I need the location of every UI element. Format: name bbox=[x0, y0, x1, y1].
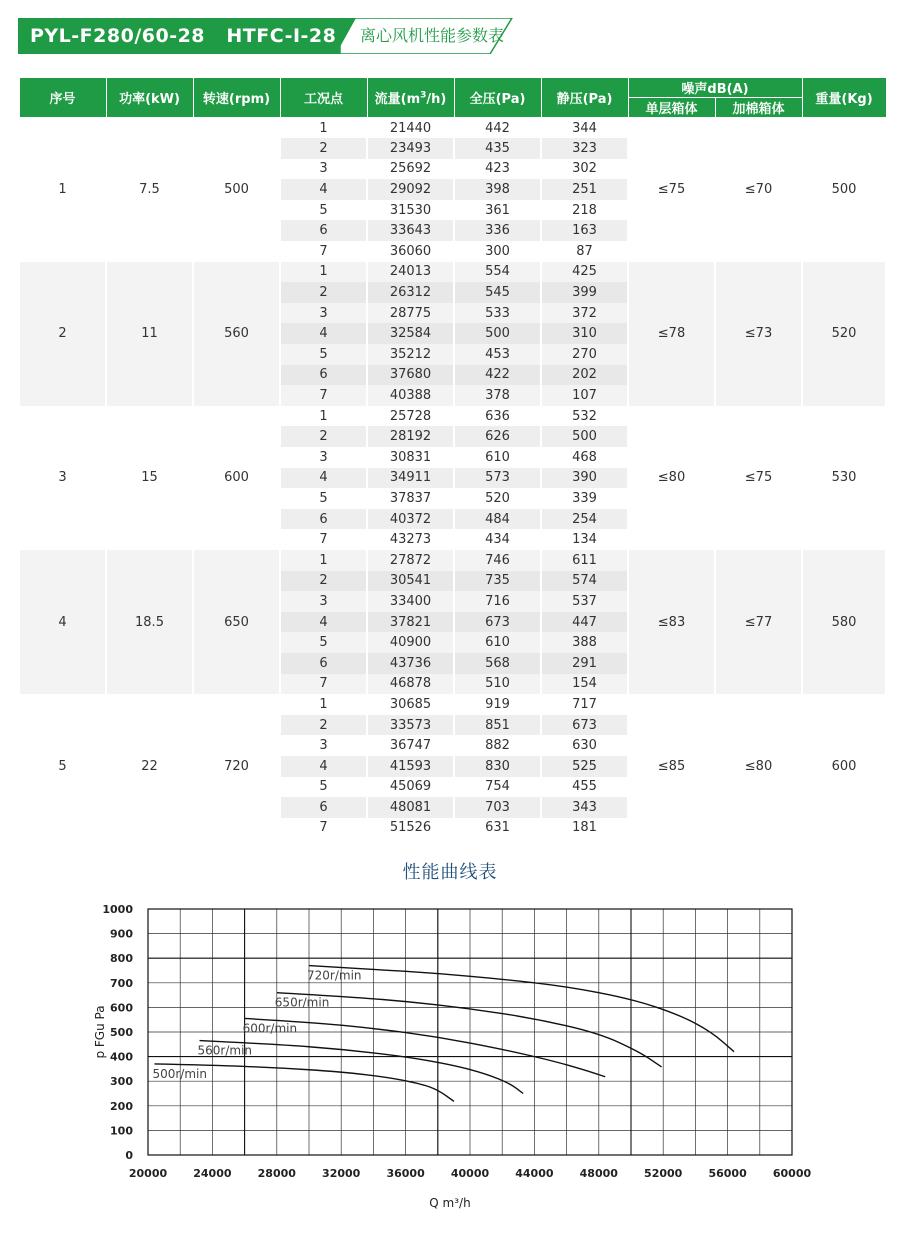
cell-point: 5 bbox=[280, 488, 367, 509]
cell-flow: 37837 bbox=[367, 488, 454, 509]
x-tick-label: 28000 bbox=[257, 1167, 296, 1180]
table-group bbox=[19, 262, 886, 406]
cell-total-pressure: 520 bbox=[454, 488, 541, 509]
cell-static-pressure: 388 bbox=[541, 632, 628, 653]
cell-flow: 33643 bbox=[367, 220, 454, 241]
cell-flow: 31530 bbox=[367, 200, 454, 221]
model-title: PYL-F280/60-28 HTFC-I-28 bbox=[18, 18, 340, 54]
cell-static-pressure: 181 bbox=[541, 818, 628, 839]
x-tick-label: 56000 bbox=[708, 1167, 747, 1180]
cell-flow: 40900 bbox=[367, 632, 454, 653]
cell-total-pressure: 453 bbox=[454, 344, 541, 365]
y-tick-label: 500 bbox=[110, 1026, 133, 1039]
series-label: 650r/min bbox=[274, 995, 330, 1010]
cell-point: 2 bbox=[280, 426, 367, 447]
cell-total-pressure: 573 bbox=[454, 468, 541, 489]
cell-weight: 600 bbox=[802, 694, 886, 838]
cell-static-pressure: 302 bbox=[541, 159, 628, 180]
cell-point: 1 bbox=[280, 406, 367, 427]
cell-total-pressure: 510 bbox=[454, 674, 541, 695]
cell-point: 5 bbox=[280, 344, 367, 365]
cell-static-pressure: 372 bbox=[541, 303, 628, 324]
cell-total-pressure: 500 bbox=[454, 323, 541, 344]
header-index: 序号 bbox=[19, 78, 106, 118]
cell-flow: 37821 bbox=[367, 612, 454, 633]
cell-point: 6 bbox=[280, 365, 367, 386]
cell-flow: 37680 bbox=[367, 365, 454, 386]
cell-static-pressure: 218 bbox=[541, 200, 628, 221]
cell-flow: 28192 bbox=[367, 426, 454, 447]
cell-total-pressure: 919 bbox=[454, 694, 541, 715]
cell-index: 5 bbox=[19, 694, 106, 838]
cell-point: 6 bbox=[280, 220, 367, 241]
cell-point: 6 bbox=[280, 653, 367, 674]
cell-point: 5 bbox=[280, 632, 367, 653]
cell-static-pressure: 343 bbox=[541, 797, 628, 818]
cell-point: 5 bbox=[280, 777, 367, 798]
series-line bbox=[309, 966, 734, 1052]
cell-flow: 30541 bbox=[367, 571, 454, 592]
cell-power: 22 bbox=[106, 694, 193, 838]
table-group bbox=[19, 550, 886, 694]
cell-point: 7 bbox=[280, 529, 367, 550]
x-tick-label: 24000 bbox=[193, 1167, 232, 1180]
header-noise: 噪声dB(A) bbox=[628, 78, 802, 98]
y-tick-label: 700 bbox=[110, 976, 133, 990]
cell-point: 2 bbox=[280, 282, 367, 303]
cell-flow: 51526 bbox=[367, 818, 454, 839]
header-weight: 重量(Kg) bbox=[802, 78, 886, 118]
cell-point: 3 bbox=[280, 735, 367, 756]
header-noise-cotton: 加棉箱体 bbox=[715, 98, 802, 118]
cell-noise-cotton: ≤77 bbox=[715, 550, 802, 694]
cell-point: 4 bbox=[280, 468, 367, 489]
cell-index: 3 bbox=[19, 406, 106, 550]
cell-total-pressure: 423 bbox=[454, 159, 541, 180]
cell-point: 3 bbox=[280, 159, 367, 180]
cell-total-pressure: 300 bbox=[454, 241, 541, 262]
cell-point: 6 bbox=[280, 797, 367, 818]
cell-total-pressure: 716 bbox=[454, 591, 541, 612]
cell-flow: 26312 bbox=[367, 282, 454, 303]
cell-flow: 48081 bbox=[367, 797, 454, 818]
cell-noise-cotton: ≤80 bbox=[715, 694, 802, 838]
cell-point: 6 bbox=[280, 509, 367, 530]
y-tick-label: 0 bbox=[125, 1149, 133, 1162]
cell-static-pressure: 673 bbox=[541, 715, 628, 736]
table-row bbox=[19, 406, 886, 427]
cell-total-pressure: 545 bbox=[454, 282, 541, 303]
cell-total-pressure: 398 bbox=[454, 179, 541, 200]
cell-static-pressure: 399 bbox=[541, 282, 628, 303]
header-flow: 流量$(m^3/h)$ bbox=[367, 78, 454, 118]
cell-static-pressure: 611 bbox=[541, 550, 628, 571]
cell-speed: 600 bbox=[193, 406, 280, 550]
table-group bbox=[19, 406, 886, 550]
x-tick-label: 32000 bbox=[322, 1167, 361, 1180]
cell-total-pressure: 626 bbox=[454, 426, 541, 447]
cell-flow: 36747 bbox=[367, 735, 454, 756]
cell-total-pressure: 636 bbox=[454, 406, 541, 427]
cell-point: 1 bbox=[280, 550, 367, 571]
cell-static-pressure: 525 bbox=[541, 756, 628, 777]
cell-static-pressure: 344 bbox=[541, 118, 628, 139]
cell-flow: 25728 bbox=[367, 406, 454, 427]
cell-static-pressure: 202 bbox=[541, 365, 628, 386]
cell-static-pressure: 87 bbox=[541, 241, 628, 262]
cell-point: 2 bbox=[280, 138, 367, 159]
cell-point: 3 bbox=[280, 303, 367, 324]
cell-static-pressure: 134 bbox=[541, 529, 628, 550]
spec-table bbox=[18, 77, 887, 838]
x-axis-label: Q m³/h bbox=[429, 1196, 471, 1210]
cell-total-pressure: 442 bbox=[454, 118, 541, 139]
x-tick-label: 44000 bbox=[515, 1167, 554, 1180]
y-tick-label: 900 bbox=[110, 927, 133, 941]
cell-flow: 30831 bbox=[367, 447, 454, 468]
x-tick-label: 20000 bbox=[128, 1167, 168, 1180]
series-label: 560r/min bbox=[197, 1043, 253, 1058]
cell-static-pressure: 270 bbox=[541, 344, 628, 365]
y-axis-label: p FGu Pa bbox=[93, 1005, 107, 1059]
cell-static-pressure: 310 bbox=[541, 323, 628, 344]
cell-index: 1 bbox=[19, 118, 106, 262]
cell-total-pressure: 882 bbox=[454, 735, 541, 756]
cell-weight: 530 bbox=[802, 406, 886, 550]
cell-static-pressure: 107 bbox=[541, 385, 628, 406]
cell-noise-single: ≤75 bbox=[628, 118, 715, 262]
table-row bbox=[19, 694, 886, 715]
cell-flow: 34911 bbox=[367, 468, 454, 489]
cell-flow: 35212 bbox=[367, 344, 454, 365]
cell-total-pressure: 484 bbox=[454, 509, 541, 530]
cell-total-pressure: 554 bbox=[454, 262, 541, 283]
cell-power: 7.5 bbox=[106, 118, 193, 262]
cell-static-pressure: 163 bbox=[541, 220, 628, 241]
cell-total-pressure: 568 bbox=[454, 653, 541, 674]
cell-total-pressure: 754 bbox=[454, 777, 541, 798]
cell-power: 11 bbox=[106, 262, 193, 406]
y-tick-label: 200 bbox=[110, 1099, 133, 1113]
cell-static-pressure: 500 bbox=[541, 426, 628, 447]
cell-flow: 23493 bbox=[367, 138, 454, 159]
cell-total-pressure: 435 bbox=[454, 138, 541, 159]
series-line bbox=[274, 993, 662, 1067]
cell-index: 4 bbox=[19, 550, 106, 694]
cell-noise-cotton: ≤70 bbox=[715, 118, 802, 262]
cell-flow: 25692 bbox=[367, 159, 454, 180]
cell-flow: 45069 bbox=[367, 777, 454, 798]
cell-index: 2 bbox=[19, 262, 106, 406]
cell-point: 4 bbox=[280, 323, 367, 344]
cell-total-pressure: 361 bbox=[454, 200, 541, 221]
cell-point: 1 bbox=[280, 118, 367, 139]
cell-point: 7 bbox=[280, 674, 367, 695]
series-label: 500r/min bbox=[152, 1066, 207, 1081]
cell-total-pressure: 673 bbox=[454, 612, 541, 633]
cell-flow: 41593 bbox=[367, 756, 454, 777]
series-line bbox=[242, 1018, 606, 1076]
cell-static-pressure: 425 bbox=[541, 262, 628, 283]
cell-point: 3 bbox=[280, 447, 367, 468]
cell-speed: 720 bbox=[193, 694, 280, 838]
cell-power: 15 bbox=[106, 406, 193, 550]
table-group bbox=[19, 118, 886, 262]
cell-point: 7 bbox=[280, 241, 367, 262]
cell-static-pressure: 251 bbox=[541, 179, 628, 200]
cell-total-pressure: 631 bbox=[454, 818, 541, 839]
series-label: 600r/min bbox=[242, 1021, 298, 1036]
cell-flow: 40388 bbox=[367, 385, 454, 406]
cell-point: 1 bbox=[280, 262, 367, 283]
header-speed: 转速(rpm) bbox=[193, 78, 280, 118]
cell-static-pressure: 323 bbox=[541, 138, 628, 159]
cell-static-pressure: 154 bbox=[541, 674, 628, 695]
x-tick-label: 60000 bbox=[772, 1167, 812, 1180]
cell-total-pressure: 422 bbox=[454, 365, 541, 386]
x-tick-label: 48000 bbox=[579, 1167, 618, 1180]
cell-total-pressure: 735 bbox=[454, 571, 541, 592]
cell-total-pressure: 851 bbox=[454, 715, 541, 736]
cell-noise-single: ≤85 bbox=[628, 694, 715, 838]
y-tick-label: 800 bbox=[110, 952, 133, 966]
performance-chart bbox=[90, 885, 820, 1215]
header-total-pressure: 全压(Pa) bbox=[454, 78, 541, 118]
cell-total-pressure: 434 bbox=[454, 529, 541, 550]
table-row bbox=[19, 118, 886, 139]
cell-noise-cotton: ≤75 bbox=[715, 406, 802, 550]
y-tick-label: 1000 bbox=[102, 903, 133, 916]
cell-total-pressure: 746 bbox=[454, 550, 541, 571]
cell-point: 4 bbox=[280, 756, 367, 777]
cell-flow: 33400 bbox=[367, 591, 454, 612]
cell-static-pressure: 455 bbox=[541, 777, 628, 798]
cell-noise-cotton: ≤73 bbox=[715, 262, 802, 406]
cell-point: 2 bbox=[280, 571, 367, 592]
cell-static-pressure: 717 bbox=[541, 694, 628, 715]
cell-static-pressure: 390 bbox=[541, 468, 628, 489]
x-tick-label: 52000 bbox=[644, 1167, 683, 1180]
header-point: 工况点 bbox=[280, 78, 367, 118]
cell-total-pressure: 830 bbox=[454, 756, 541, 777]
x-tick-label: 40000 bbox=[450, 1167, 490, 1180]
cell-total-pressure: 378 bbox=[454, 385, 541, 406]
cell-point: 1 bbox=[280, 694, 367, 715]
cell-flow: 40372 bbox=[367, 509, 454, 530]
chart-title: 性能曲线表 bbox=[402, 862, 498, 883]
cell-flow: 29092 bbox=[367, 179, 454, 200]
cell-point: 3 bbox=[280, 591, 367, 612]
cell-flow: 43273 bbox=[367, 529, 454, 550]
table-row bbox=[19, 550, 886, 571]
table-subtitle: 离心风机性能参数表 bbox=[360, 26, 505, 45]
cell-noise-single: ≤83 bbox=[628, 550, 715, 694]
cell-speed: 650 bbox=[193, 550, 280, 694]
cell-static-pressure: 532 bbox=[541, 406, 628, 427]
title-banner bbox=[18, 18, 518, 54]
cell-total-pressure: 610 bbox=[454, 632, 541, 653]
cell-flow: 27872 bbox=[367, 550, 454, 571]
cell-static-pressure: 254 bbox=[541, 509, 628, 530]
cell-flow: 21440 bbox=[367, 118, 454, 139]
table-row bbox=[19, 262, 886, 283]
y-tick-label: 300 bbox=[110, 1075, 133, 1089]
cell-power: 18.5 bbox=[106, 550, 193, 694]
cell-point: 2 bbox=[280, 715, 367, 736]
cell-noise-single: ≤78 bbox=[628, 262, 715, 406]
cell-point: 4 bbox=[280, 179, 367, 200]
cell-point: 7 bbox=[280, 818, 367, 839]
cell-point: 7 bbox=[280, 385, 367, 406]
cell-total-pressure: 336 bbox=[454, 220, 541, 241]
cell-weight: 500 bbox=[802, 118, 886, 262]
cell-point: 4 bbox=[280, 612, 367, 633]
cell-flow: 43736 bbox=[367, 653, 454, 674]
cell-weight: 580 bbox=[802, 550, 886, 694]
cell-total-pressure: 533 bbox=[454, 303, 541, 324]
header-power: 功率(kW) bbox=[106, 78, 193, 118]
y-tick-label: 100 bbox=[110, 1124, 133, 1138]
cell-static-pressure: 537 bbox=[541, 591, 628, 612]
cell-speed: 500 bbox=[193, 118, 280, 262]
cell-static-pressure: 339 bbox=[541, 488, 628, 509]
series-label: 720r/min bbox=[307, 968, 362, 983]
cell-static-pressure: 574 bbox=[541, 571, 628, 592]
cell-point: 5 bbox=[280, 200, 367, 221]
cell-total-pressure: 610 bbox=[454, 447, 541, 468]
cell-flow: 32584 bbox=[367, 323, 454, 344]
header-noise-single: 单层箱体 bbox=[628, 98, 715, 118]
cell-flow: 33573 bbox=[367, 715, 454, 736]
cell-noise-single: ≤80 bbox=[628, 406, 715, 550]
cell-weight: 520 bbox=[802, 262, 886, 406]
cell-flow: 36060 bbox=[367, 241, 454, 262]
cell-speed: 560 bbox=[193, 262, 280, 406]
cell-flow: 46878 bbox=[367, 674, 454, 695]
y-tick-label: 400 bbox=[110, 1050, 133, 1064]
cell-static-pressure: 630 bbox=[541, 735, 628, 756]
header-static-pressure: 静压(Pa) bbox=[541, 78, 628, 118]
cell-flow: 28775 bbox=[367, 303, 454, 324]
cell-flow: 24013 bbox=[367, 262, 454, 283]
cell-static-pressure: 468 bbox=[541, 447, 628, 468]
x-tick-label: 36000 bbox=[386, 1167, 425, 1180]
cell-total-pressure: 703 bbox=[454, 797, 541, 818]
table-group bbox=[19, 694, 886, 838]
cell-static-pressure: 447 bbox=[541, 612, 628, 633]
cell-static-pressure: 291 bbox=[541, 653, 628, 674]
y-tick-label: 600 bbox=[110, 1001, 133, 1015]
cell-flow: 30685 bbox=[367, 694, 454, 715]
